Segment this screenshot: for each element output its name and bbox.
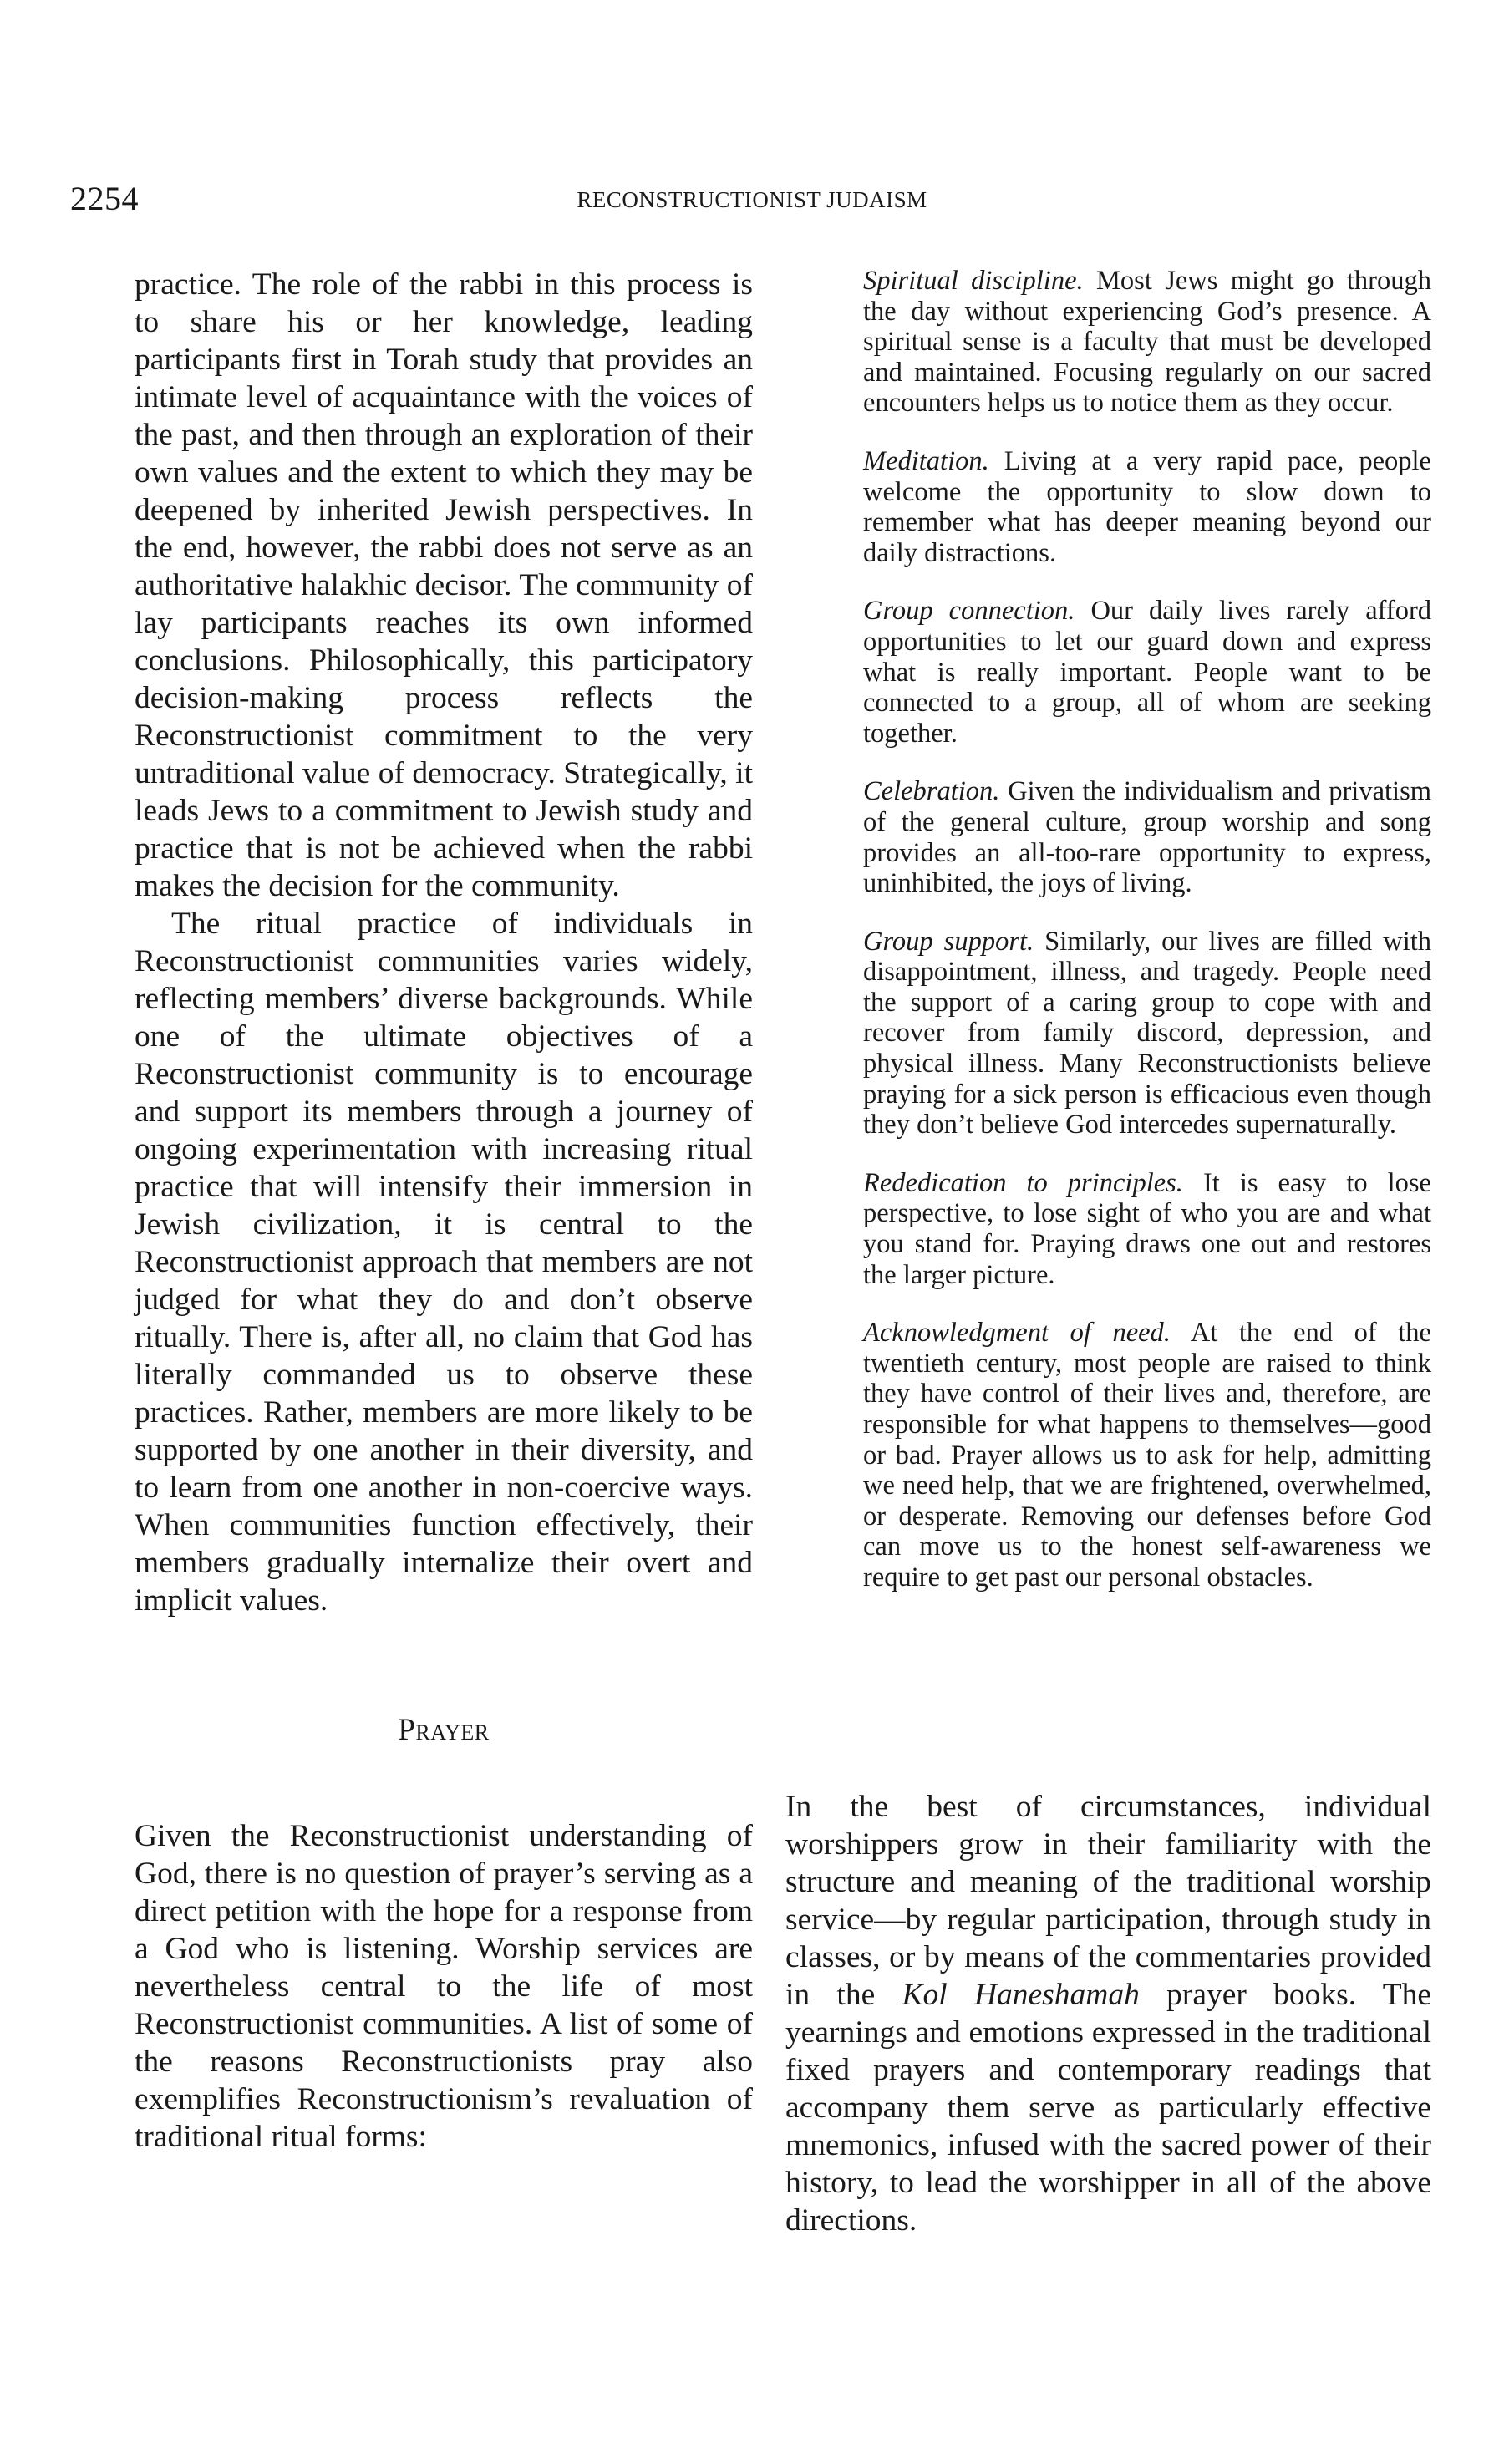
running-head: RECONSTRUCTIONIST JUDAISM xyxy=(577,187,927,212)
closing-text-end: prayer books. The yearnings and emotions expressed in the traditional fixed prayers and contemporary readings that accompany them serve as particularly effective mnemonics, infused with the sacred power of their history, to lead the worshipper in all of the above directions. xyxy=(785,1978,1431,2238)
closing-paragraph xyxy=(785,1788,1431,2239)
reason-term: Group support. xyxy=(863,926,1034,957)
body-paragraph: practice. The role of the rabbi in this process is to share his or her knowledge, leading participants first in Torah study that provides an intimate level of acquaintance with the voices of the past, and then through an exploration of their own values and the extent to which they may be deepened by inherited Jewish perspectives. In the end, however, the rabbi does not serve as an authoritative halakhic decisor. The community of lay participants reaches its own informed conclusions. Philosophically, this participatory decision-making process reflects the Reconstructionist commitment to the very untraditional value of democracy. Strategically, it leads Jews to a commitment to Jewish study and practice that is not be achieved when the rabbi makes the decision for the community. xyxy=(135,267,753,903)
reason-item xyxy=(863,927,1431,1141)
reasons-list xyxy=(863,266,1431,1621)
reason-item xyxy=(863,596,1431,749)
left-column xyxy=(135,266,753,2156)
reason-text: It is easy to lose perspective, to lose sight of who you are and what you stand for. Praying draws one out and restores the larger picture. xyxy=(863,1167,1431,1290)
reason-text: Most Jews might go through the day without experiencing God’s presence. A spiritual sense is a faculty that must be developed and maintained. Focusing regularly on our sacred encounters helps us to notice them as they occur. xyxy=(863,266,1431,419)
section-heading: Prayer xyxy=(398,1713,490,1747)
reason-item xyxy=(863,1168,1431,1290)
closing-text-start: In the best of circumstances, individual worshippers grow in their familiarity with the structure and meaning of the traditional worship service—by regular participation, through study in classes, or by means of the commentaries provided in the xyxy=(785,1790,1431,2012)
reason-text: Our daily lives rarely afford opportunities to let our guard down and express what is really important. People want to be connected to a group, all of whom are seeking together. xyxy=(863,596,1432,749)
reason-text: Given the individualism and privatism of the general culture, group worship and song provides an all-too-rare opportunity to express, uninhibited, the joys of living. xyxy=(863,776,1431,899)
reason-text: Living at a very rapid pace, people welcome the opportunity to slow down to remember what has deeper meaning beyond our daily distractions. xyxy=(863,445,1431,568)
reason-item xyxy=(863,446,1431,568)
reason-term: Spiritual discipline. xyxy=(863,266,1084,296)
body-paragraph: The ritual practice of individuals in Reconstructionist communities varies widely, reflecting members’ diverse backgrounds. While one of the ultimate objectives of a Reconstructionist community is to encourage and support its members through a journey of ongoing experimentation with increasing ritual practice that will intensify their immersion in Jewish civilization, it is central to the Reconstructionist approach that members are not judged for what they do and don’t observe ritually. There is, after all, no claim that God has literally commanded us to observe these practices. Rather, members are more likely to be supported by one another in their diversity, and to learn from one another in non-coercive ways. When communities function effectively, their members gradually internalize their overt and implicit values. xyxy=(135,907,753,1618)
body-paragraph: Given the Reconstructionist understanding of God, there is no question of prayer’s serving as a direct petition with the hope for a response from a God who is listening. Worship services are nevertheless central to the life of most Reconstructionist communities. A list of some of the reasons Reconstructionists pray also exemplifies Reconstructionism’s revaluation of traditional ritual forms: xyxy=(135,1819,753,2154)
book-title: Kol Haneshamah xyxy=(902,1978,1140,2012)
reason-text: At the end of the twentieth century, most people are raised to think they have control of their lives and, therefore, are responsible for what happens to themselves—good or bad. Prayer allows us to ask for help, admitting we need help, that we are frightened, overwhelmed, or desperate. Removing our defenses before God can move us to the honest self-awareness we require to get past our personal obstacles. xyxy=(863,1318,1431,1593)
page-number: 2254 xyxy=(70,180,139,217)
reason-term: Meditation. xyxy=(863,445,989,476)
reason-item xyxy=(863,1318,1431,1593)
reason-item xyxy=(863,266,1431,419)
reason-term: Acknowledgment of need. xyxy=(863,1318,1171,1349)
reason-term: Rededication to principles. xyxy=(863,1167,1183,1198)
reason-text: Similarly, our lives are filled with disappointment, illness, and tragedy. People need the support of a caring group to cope with and recover from family discord, depression, and physical illness. Many Reconstructionists believe praying for a sick person is efficacious even though they don’t believe God intercedes supernaturally. xyxy=(863,926,1432,1141)
reason-term: Group connection. xyxy=(863,596,1075,627)
reason-item xyxy=(863,776,1431,898)
reason-term: Celebration. xyxy=(863,776,1000,807)
